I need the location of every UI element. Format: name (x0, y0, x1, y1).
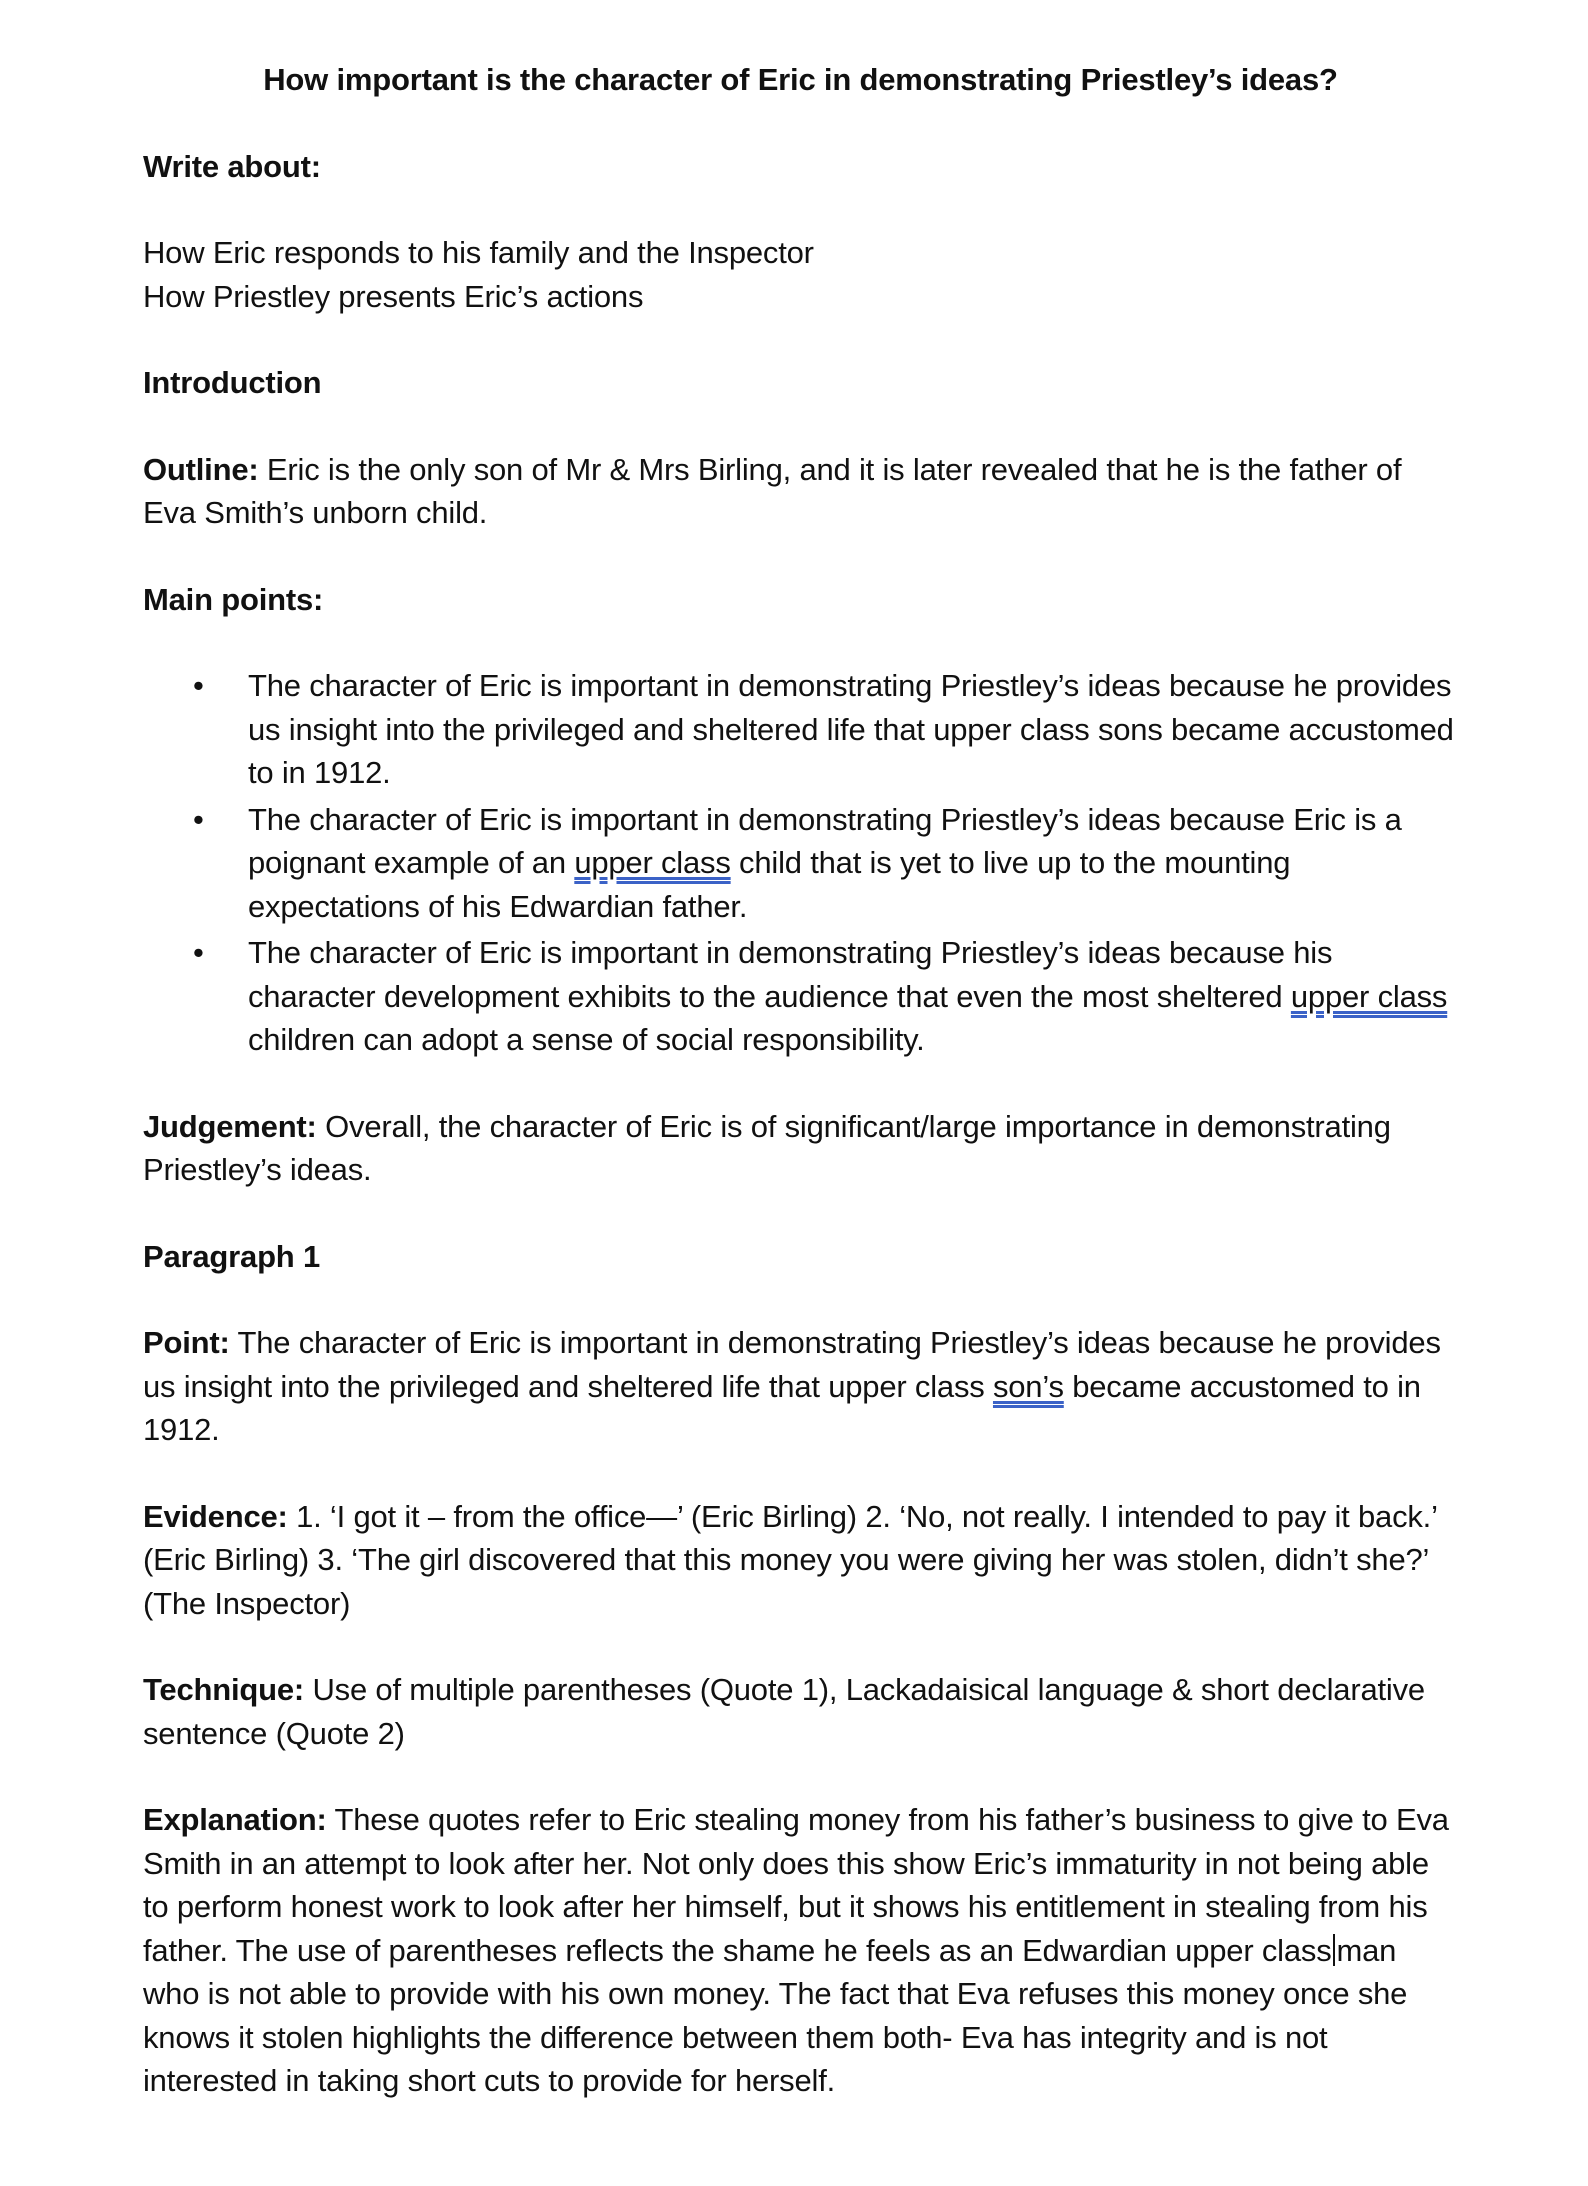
write-about-list (143, 231, 1458, 318)
explanation-text: These quotes refer to Eric stealing money from his father’s business to give to Eva Smith in an attempt to look after her. Not only does this show Eric’s immaturity in not being able to perform honest work to look after her himself, but it shows his entitlement in stealing from his father. The use of parentheses reflects the shame he feels as an Edwardian upper class (143, 1802, 1449, 1968)
point-text: The character of Eric is important in demonstrating Priestley’s ideas because he provides us insight into the privileged and sheltered life that upper class sons became accustomed to in 1912. (248, 668, 1454, 790)
outline-paragraph (143, 448, 1458, 535)
point-text: The character of Eric is important in demonstrating Priestley’s ideas because he provides us insight into the privileged and sheltered life that upper class (143, 1325, 1441, 1404)
outline-text: Eric is the only son of Mr & Mrs Birling, and it is later revealed that he is the father of Eva Smith’s unborn child. (143, 451, 1402, 530)
point-text-continued: children can adopt a sense of social responsibility. (248, 1022, 925, 1057)
write-about-line: How Priestley presents Eric’s actions (143, 278, 644, 314)
introduction-heading-block (143, 361, 1458, 405)
main-points-heading-block (143, 578, 1458, 622)
explanation-paragraph[interactable] (143, 1798, 1458, 2103)
document-title: How important is the character of Eric in demonstrating Priestley’s ideas? (263, 62, 1338, 97)
evidence-label: Evidence: (143, 1498, 288, 1534)
document-page (143, 58, 1458, 2146)
main-points-heading: Main points: (143, 581, 324, 617)
write-about-line: How Eric responds to his family and the Inspector (143, 235, 814, 270)
bullet-icon: • (193, 668, 204, 703)
point-text: The character of Eric is important in demonstrating Priestley’s ideas because Eric is a poignant example of an (248, 801, 1402, 880)
main-points-list (143, 664, 1458, 1062)
bullet-icon: • (193, 801, 204, 837)
text-cursor (1333, 1934, 1335, 1966)
explanation-label: Explanation: (143, 1802, 327, 1837)
paragraph1-heading: Paragraph 1 (143, 1238, 320, 1274)
outline-label: Outline: (143, 451, 259, 487)
list-item (193, 798, 1458, 929)
bullet-icon: • (193, 935, 204, 970)
list-item (193, 931, 1458, 1062)
introduction-heading: Introduction (143, 365, 322, 400)
grammar-flag[interactable]: son’s (992, 1368, 1064, 1404)
evidence-text: 1. ‘I got it – from the office—’ (Eric Birling) 2. ‘No, not really. I intended to pay it back.’ (Eric Birling) 3. ‘The girl discovered that this money you were giving her was stolen, didn’t she?’ (The Inspector) (143, 1498, 1437, 1621)
point-paragraph (143, 1321, 1458, 1452)
point-label: Point: (143, 1325, 230, 1360)
point-text: The character of Eric is important in demonstrating Priestley’s ideas because his character development exhibits to the audience that even the most sheltered (248, 935, 1333, 1014)
paragraph1-heading-block (143, 1235, 1458, 1279)
grammar-flag[interactable]: upper class (574, 845, 731, 880)
judgement-paragraph (143, 1105, 1458, 1192)
point-text-continued: child that is yet to live up to the mounting expectations of his Edwardian father. (248, 845, 1291, 924)
write-about-heading: Write about: (143, 148, 321, 184)
technique-label: Technique: (143, 1672, 305, 1707)
technique-paragraph (143, 1668, 1458, 1755)
list-item (193, 664, 1458, 795)
explanation-text-continued: man who is not able to provide with his own money. The fact that Eva refuses this money once she knows it stolen highlights the difference between them both- Eva has integrity and is not interested in taking short cuts to provide for herself. (143, 1932, 1408, 2098)
judgement-text: Overall, the character of Eric is of significant/large importance in demonstrating Priestley’s ideas. (143, 1108, 1391, 1187)
technique-text: Use of multiple parentheses (Quote 1), Lackadaisical language & short declarative sentence (Quote 2) (143, 1672, 1425, 1751)
write-about-section (143, 145, 1458, 189)
judgement-label: Judgement: (143, 1108, 317, 1144)
grammar-flag[interactable]: upper class (1290, 978, 1448, 1014)
evidence-paragraph (143, 1495, 1458, 1626)
point-text-continued: became accustomed to in 1912. (143, 1368, 1421, 1447)
